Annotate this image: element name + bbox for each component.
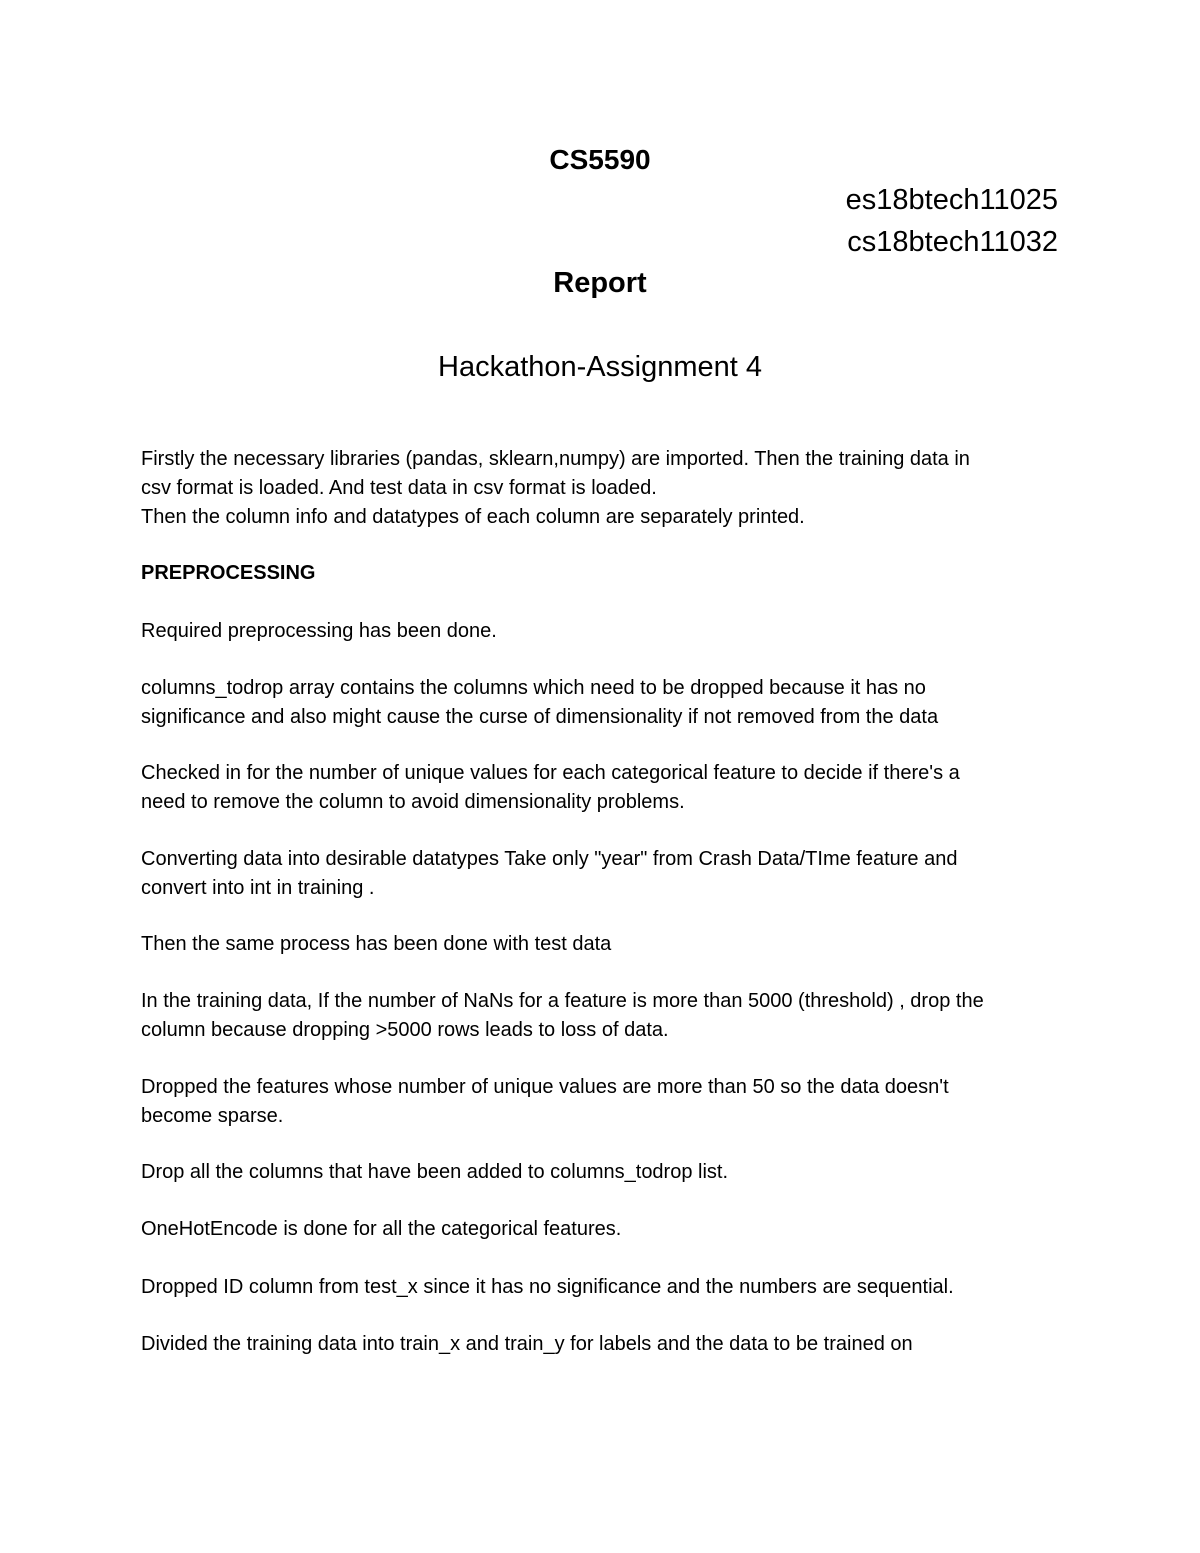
paragraph-columns-todrop [141, 674, 1061, 732]
intro-line-1: Firstly the necessary libraries (pandas, sklearn,numpy) are imported. Then the training data in [141, 448, 970, 470]
intro-paragraph [141, 445, 1061, 532]
paragraph-onehotencode [141, 1215, 1061, 1244]
assignment-title: Hackathon-Assignment 4 [438, 351, 762, 383]
paragraph-nan-threshold [141, 987, 1061, 1045]
paragraph-line: Then the same process has been done with test data [141, 933, 612, 955]
paragraph-unique-values-check [141, 759, 1061, 817]
paragraph-line: significance and also might cause the curse of dimensionality if not removed from the data [141, 706, 939, 728]
paragraph-line: Checked in for the number of unique values for each categorical feature to decide if there's a [141, 762, 960, 784]
paragraph-line: Converting data into desirable datatypes Take only "year" from Crash Data/TIme feature and [141, 848, 958, 870]
preprocessing-heading: PREPROCESSING [141, 562, 316, 584]
paragraph-line: OneHotEncode is done for all the categorical features. [141, 1218, 622, 1240]
paragraph-drop-columns [141, 1158, 1061, 1187]
paragraph-line: Dropped ID column from test_x since it has no significance and the numbers are sequential. [141, 1276, 954, 1298]
paragraph-line: become sparse. [141, 1105, 284, 1127]
paragraph-divided-training [141, 1330, 1061, 1359]
paragraph-line: Drop all the columns that have been added to columns_todrop list. [141, 1161, 729, 1183]
intro-line-2: csv format is loaded. And test data in csv format is loaded. [141, 477, 657, 499]
paragraph-line: need to remove the column to avoid dimensionality problems. [141, 791, 685, 813]
paragraph-line: Divided the training data into train_x and train_y for labels and the data to be trained on [141, 1333, 913, 1355]
paragraph-line: column because dropping >5000 rows leads to loss of data. [141, 1019, 669, 1041]
paragraph-line: columns_todrop array contains the columns which need to be dropped because it has no [141, 677, 926, 699]
report-title: Report [553, 267, 647, 299]
paragraph-line: convert into int in training . [141, 877, 375, 899]
paragraph-unique-over-50 [141, 1073, 1061, 1131]
paragraph-converting-datatypes [141, 845, 1061, 903]
paragraph-test-data [141, 930, 1061, 959]
paragraph-dropped-id [141, 1273, 1061, 1302]
paragraph-line: Required preprocessing has been done. [141, 620, 497, 642]
paragraph-line: In the training data, If the number of NaNs for a feature is more than 5000 (threshold) , drop the [141, 990, 984, 1012]
paragraph-line: Dropped the features whose number of unique values are more than 50 so the data doesn't [141, 1076, 949, 1098]
author-id-2: cs18btech11032 [847, 226, 1058, 258]
author-id-1: es18btech11025 [845, 184, 1058, 216]
paragraph-required [141, 617, 1061, 646]
intro-line-3: Then the column info and datatypes of each column are separately printed. [141, 506, 805, 528]
course-code: CS5590 [549, 144, 651, 175]
